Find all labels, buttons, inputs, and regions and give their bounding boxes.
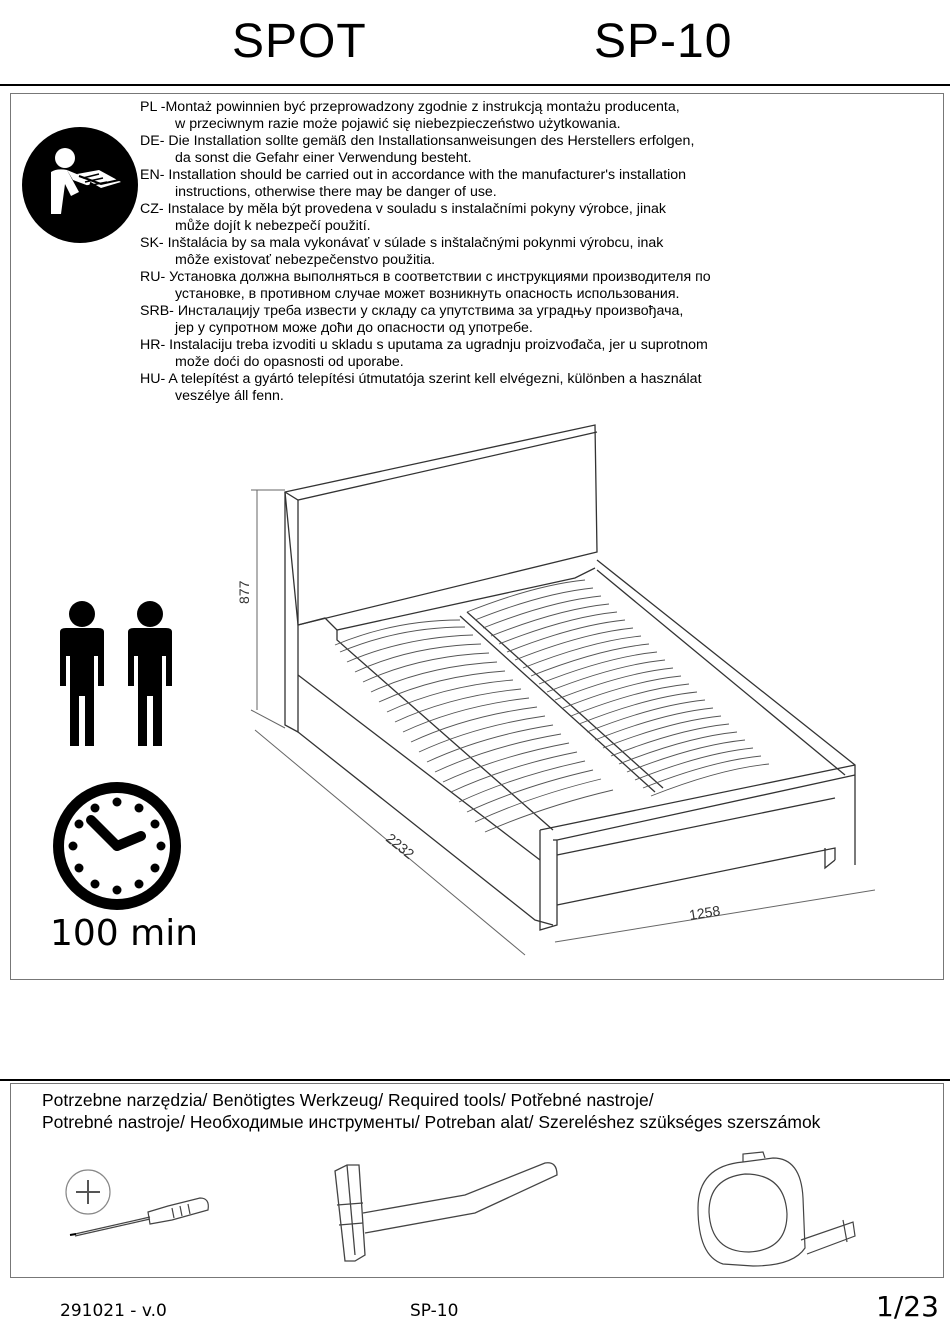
- warning-line: w przeciwnym razie może pojawić się niebezpieczeństwo użytkowania.: [175, 116, 621, 132]
- clock-icon: [51, 780, 183, 912]
- bed-drawing: [235, 420, 875, 970]
- model-title: SP-10: [594, 15, 733, 68]
- document-code: 291021 - v.0: [60, 1301, 167, 1321]
- warning-line: DE- Die Installation sollte gemäß den Installationsanweisungen des Herstellers erfolgen,: [140, 133, 695, 149]
- warning-line: može doći do opasnosti od uporabe.: [175, 354, 404, 370]
- tools-heading: [42, 1089, 820, 1133]
- two-persons-icon: [52, 600, 182, 748]
- header-divider: [0, 84, 950, 86]
- read-manual-icon: [21, 126, 139, 244]
- tools-heading-line1: Potrzebne narzędzia/ Benötigtes Werkzeug/ Required tools/ Potřebné nastroje/: [42, 1090, 654, 1110]
- safety-warning: [140, 99, 820, 405]
- warning-line: může dojít k nebezpečí použití.: [175, 218, 371, 234]
- warning-line: HU- A telepítést a gyártó telepítési útmutatója szerint kell elvégezni, különben a használat: [140, 371, 702, 387]
- warning-line: установке, в противном случае может возникнуть опасность использования.: [175, 286, 680, 302]
- warning-line: RU- Установка должна выполняться в соответствии с инструкциями производителя по: [140, 269, 711, 285]
- page-number: 1/23: [876, 1290, 939, 1323]
- assembly-duration: 100 min: [50, 913, 199, 954]
- warning-line: SRB- Инсталацију треба извести у складу са упутствима за уградњу произвођача,: [140, 303, 684, 319]
- warning-line: môže existovať nebezpečenstvo použitia.: [175, 252, 436, 268]
- height-dimension: 877: [236, 580, 252, 604]
- hammer-icon: [325, 1155, 565, 1265]
- warning-line: CZ- Instalace by měla být provedena v souladu s instalačními pokyny výrobce, jinak: [140, 201, 666, 217]
- width-dimension: 1258: [687, 902, 722, 923]
- warning-line: veszélye áll fenn.: [175, 388, 284, 404]
- warning-line: instructions, otherwise there may be danger of use.: [175, 184, 497, 200]
- brand-title: SPOT: [232, 15, 367, 68]
- warning-line: SK- Inštalácia by sa mala vykonávať v súlade s inštalačnými pokynmi výrobcu, inak: [140, 235, 664, 251]
- footer-model: SP-10: [410, 1301, 459, 1321]
- phillips-screwdriver-icon: [60, 1162, 215, 1242]
- warning-line: PL -Montaż powinnien być przeprowadzony zgodnie z instrukcją montażu producenta,: [140, 99, 680, 115]
- warning-line: EN- Installation should be carried out in accordance with the manufacturer's installation: [140, 167, 687, 183]
- tools-divider: [0, 1079, 950, 1081]
- warning-line: jep у супротном може доћи до опасности од употребе.: [175, 320, 533, 336]
- warning-line: da sonst die Gefahr einer Verwendung besteht.: [175, 150, 472, 166]
- length-dimension: 2232: [383, 829, 418, 862]
- tape-measure-icon: [683, 1148, 863, 1273]
- warning-line: HR- Instalaciju treba izvoditi u skladu s uputama za ugradnju proizvođača, jer u suprotnom: [140, 337, 708, 353]
- tools-heading-line2: Potrebné nastroje/ Необходимые инструменты/ Potreban alat/ Szereléshez szükséges szerszámok: [42, 1112, 821, 1132]
